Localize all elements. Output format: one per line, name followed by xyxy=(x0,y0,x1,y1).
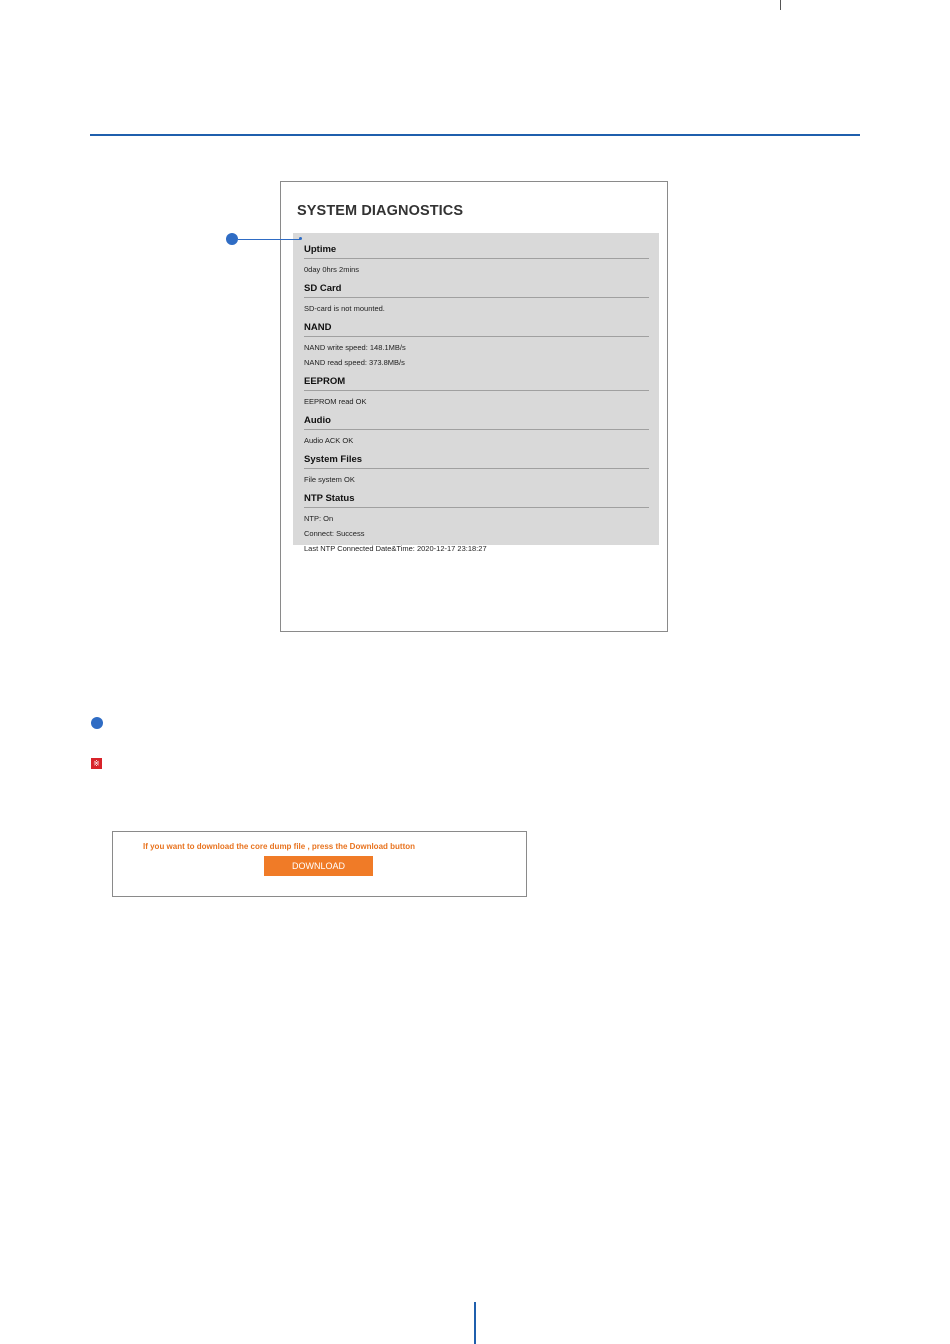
core-dump-message: If you want to download the core dump file , press the Download button xyxy=(143,842,415,851)
section-title: NAND xyxy=(304,316,649,337)
section-nand xyxy=(304,316,649,370)
section-sd-card xyxy=(304,277,649,316)
section-title: EEPROM xyxy=(304,370,649,391)
download-button[interactable]: DOWNLOAD xyxy=(264,856,373,876)
section-eeprom xyxy=(304,370,649,409)
diagnostics-title: SYSTEM DIAGNOSTICS xyxy=(297,203,464,219)
page-footer-rule xyxy=(474,1302,476,1344)
callout-leader-line xyxy=(238,239,300,240)
section-title: System Files xyxy=(304,448,649,469)
section-line: EEPROM read OK xyxy=(304,397,367,406)
diagnostics-panel xyxy=(293,233,659,553)
section-line: Last NTP Connected Date&Time: 2020-12-17 23:18:27 xyxy=(304,544,487,553)
callout-leader-end xyxy=(299,237,302,240)
section-line: 0day 0hrs 2mins xyxy=(304,265,360,274)
section-line: NTP: On xyxy=(304,514,334,523)
section-line: NAND read speed: 373.8MB/s xyxy=(304,358,405,367)
system-diagnostics-window xyxy=(280,181,668,632)
page-header-rule xyxy=(90,134,860,136)
page-corner-marker xyxy=(780,0,781,10)
section-line: Audio ACK OK xyxy=(304,436,354,445)
section-line: SD-card is not mounted. xyxy=(304,304,385,313)
section-audio xyxy=(304,409,649,448)
section-system-files xyxy=(304,448,649,487)
core-dump-panel xyxy=(112,831,527,897)
section-title: NTP Status xyxy=(304,487,649,508)
section-title: Uptime xyxy=(304,233,649,259)
section-line: File system OK xyxy=(304,475,355,484)
section-title: Audio xyxy=(304,409,649,430)
section-uptime xyxy=(304,233,649,277)
section-ntp-status xyxy=(304,487,649,556)
section-title: SD Card xyxy=(304,277,649,298)
legend-marker-icon xyxy=(91,717,103,729)
section-line: Connect: Success xyxy=(304,529,365,538)
callout-marker-icon xyxy=(226,233,238,245)
section-line: NAND write speed: 148.1MB/s xyxy=(304,343,406,352)
note-icon: ※ xyxy=(91,758,102,769)
